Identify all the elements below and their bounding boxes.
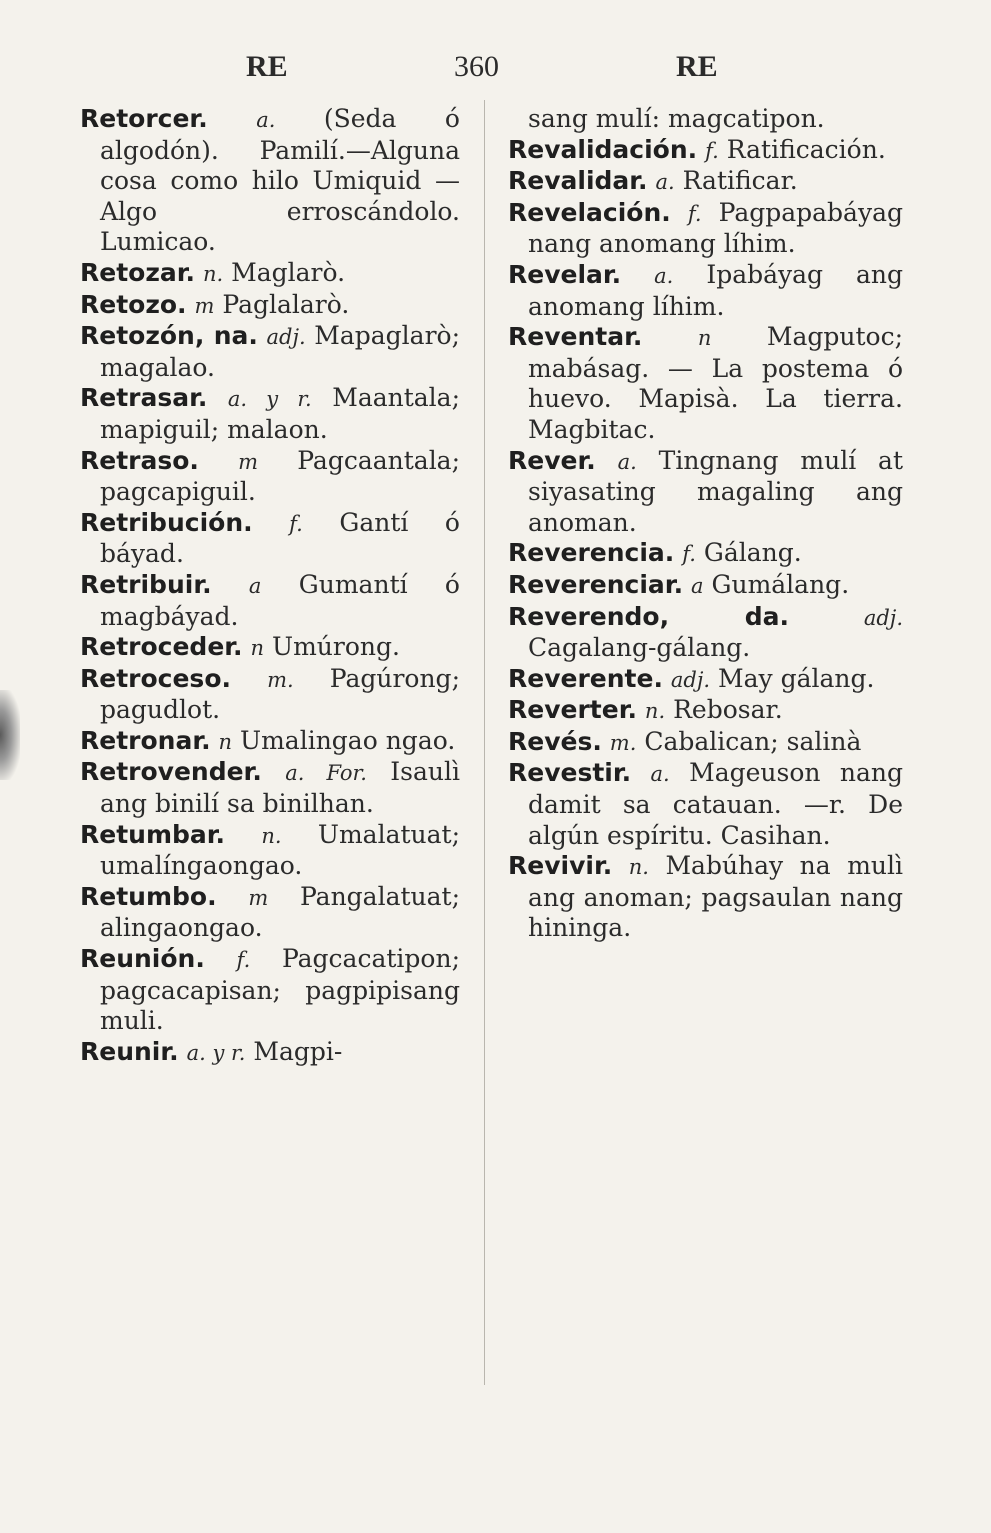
- entry-definition: Tingnang mulí at siyasating magaling ang anoman.: [528, 445, 903, 537]
- entry-grammar-tag: a.: [256, 108, 276, 132]
- dictionary-entry: [508, 758, 903, 851]
- entry-definition: May gálang.: [718, 663, 875, 693]
- entry-grammar-tag: a.: [617, 449, 637, 474]
- entry-grammar-tag: adj.: [670, 667, 711, 692]
- entry-definition: Umalatuat; umalíngaongao.: [100, 819, 461, 881]
- entry-headword: Retroceder.: [80, 632, 243, 662]
- dictionary-entry: [508, 726, 903, 759]
- entry-definition: Cagalang-gálang.: [528, 633, 751, 663]
- entry-headword: Reverter.: [508, 695, 637, 725]
- entry-grammar-tag: a. For.: [285, 761, 367, 786]
- entry-headword: Retumbo.: [80, 881, 217, 911]
- dictionary-entry: [508, 166, 903, 198]
- entry-headword: Retronar.: [80, 725, 211, 755]
- entry-grammar-tag: a.: [654, 263, 674, 288]
- entry-headword: Revelar.: [508, 259, 622, 289]
- dictionary-entry: [508, 322, 904, 445]
- entry-headword: Retumbar.: [80, 819, 226, 849]
- dictionary-entry: [508, 259, 904, 322]
- continuation-text: sang mulí: magcatipon.: [528, 104, 825, 133]
- dictionary-entry: [80, 757, 460, 819]
- entry-headword: Reverendo, da.: [508, 601, 789, 631]
- dictionary-entry: [80, 819, 461, 882]
- entry-grammar-tag: n: [250, 636, 265, 661]
- dictionary-entry: [80, 104, 460, 258]
- entry-headword: Retrasar.: [80, 383, 208, 413]
- entry-headword: Reverencia.: [508, 538, 675, 568]
- entry-grammar-tag: m: [248, 885, 269, 910]
- entry-headword: Reverente.: [508, 663, 663, 693]
- entry-headword: Revés.: [508, 726, 602, 756]
- dictionary-entry: [80, 881, 461, 944]
- entry-grammar-tag: a. y r.: [186, 1040, 246, 1065]
- entry-definition: Umúrong.: [272, 632, 400, 662]
- entry-grammar-tag: a.: [655, 170, 675, 195]
- dictionary-entry: [80, 445, 461, 508]
- entry-headword: Retozar.: [80, 257, 196, 287]
- entry-definition: Ratificación.: [726, 134, 886, 164]
- entry-grammar-tag: n.: [644, 699, 666, 724]
- entry-definition: Gumálang.: [711, 569, 850, 599]
- dictionary-entry: [508, 663, 903, 696]
- entry-definition: Pagpapabáyag nang anomang líhim.: [528, 197, 903, 259]
- entry-definition: Pagcacatipon; pagcacapisan; pagpipisang muli.: [100, 944, 460, 1036]
- entry-grammar-tag: adj.: [266, 325, 306, 350]
- dictionary-entry: [80, 632, 460, 664]
- entry-definition: Maglarò.: [231, 257, 346, 287]
- dictionary-entry: [80, 321, 460, 383]
- entry-headword: Retorcer.: [80, 104, 208, 133]
- page-edge-stain: [0, 690, 20, 780]
- entry-definition: Pangalatuat; alingaongao.: [100, 881, 461, 943]
- entry-grammar-tag: n.: [261, 823, 282, 848]
- entry-grammar-tag: adj.: [863, 605, 903, 630]
- entry-headword: Reventar.: [508, 322, 643, 352]
- entry-grammar-tag: n: [218, 729, 233, 754]
- entry-headword: Revalidación.: [508, 134, 698, 164]
- entry-definition: Cabalican; salinà: [644, 726, 862, 756]
- dictionary-entry: [80, 944, 460, 1037]
- entry-headword: Reunir.: [80, 1036, 179, 1066]
- entry-grammar-tag: a. y r.: [227, 387, 312, 412]
- entry-grammar-tag: m.: [609, 730, 637, 755]
- entry-definition: Pagcaantala; pagcapiguil.: [100, 445, 461, 507]
- dictionary-entry: [80, 289, 460, 322]
- entry-definition: (Seda ó algodón). Pamilí.—Alguna cosa como hilo Umiquid —Algo erroscándolo. Lumicao.: [100, 104, 460, 257]
- entry-definition: Ipabáyag ang anomang líhim.: [528, 259, 904, 321]
- entry-definition: Rebosar.: [673, 695, 783, 725]
- dictionary-entry: [508, 851, 903, 944]
- dictionary-entry: [80, 725, 460, 758]
- entry-definition: Gálang.: [703, 538, 802, 568]
- dictionary-entry: [80, 507, 460, 570]
- right-column: [508, 104, 903, 944]
- entry-headword: Revalidar.: [508, 166, 648, 196]
- dictionary-entry: [80, 383, 461, 445]
- dictionary-entry: [508, 569, 903, 602]
- entry-grammar-tag: m: [194, 293, 215, 318]
- entry-grammar-tag: f.: [682, 542, 696, 567]
- entry-grammar-tag: a: [248, 573, 262, 598]
- dictionary-entry: [508, 538, 903, 570]
- header-right-guide-word: RE: [676, 50, 718, 83]
- dictionary-entry: [508, 134, 903, 167]
- entry-definition: Maantala; mapiguil; malaon.: [100, 383, 461, 444]
- entry-grammar-tag: a: [691, 573, 704, 598]
- entry-headword: Retozón, na.: [80, 321, 258, 351]
- dictionary-entry: [80, 663, 460, 726]
- entry-definition: Magputoc; mabásag. — La postema ó huevo. Mapisà. La tierra. Magbitac.: [528, 322, 904, 444]
- header-left-guide-word: RE: [246, 50, 288, 83]
- entry-grammar-tag: n: [697, 326, 712, 351]
- entry-headword: Retrovender.: [80, 757, 262, 787]
- entry-grammar-tag: n.: [202, 261, 224, 286]
- entry-headword: Rever.: [508, 445, 596, 475]
- entry-definition: Ratificar.: [682, 166, 798, 196]
- entry-definition: Magpi-: [253, 1036, 343, 1066]
- entry-definition: Mapaglarò; magalao.: [100, 321, 460, 382]
- dictionary-entry: [508, 445, 903, 539]
- entry-headword: Retraso.: [80, 445, 199, 475]
- entry-grammar-tag: n.: [628, 855, 649, 880]
- entry-headword: Revestir.: [508, 758, 632, 788]
- entry-definition: Gumantí ó magbáyad.: [100, 569, 460, 631]
- entry-definition: Umalingao ngao.: [240, 725, 456, 755]
- entry-definition: Paglalarò.: [222, 289, 350, 319]
- entry-grammar-tag: f.: [705, 138, 719, 163]
- entry-definition: Mageuson nang damit sa catauan. —r. De algún espíritu. Casihan.: [528, 758, 903, 850]
- entry-definition: Isaulì ang binilí sa binilhan.: [100, 757, 460, 819]
- page-header: [0, 50, 991, 100]
- dictionary-entry: [80, 257, 460, 290]
- entry-grammar-tag: m: [238, 449, 259, 474]
- dictionary-entry: [80, 1036, 460, 1069]
- left-column: [80, 104, 460, 1068]
- dictionary-entry: [80, 569, 460, 632]
- entry-headword: Revivir.: [508, 851, 613, 881]
- entry-headword: Retozo.: [80, 289, 187, 319]
- dictionary-entry: [508, 601, 903, 664]
- entry-grammar-tag: f.: [236, 948, 251, 973]
- entry-definition: Pagúrong; pagudlot.: [100, 663, 460, 725]
- entry-definition: Mabúhay na mulì ang anoman; pagsaulan nang hininga.: [528, 851, 903, 943]
- entry-grammar-tag: f.: [687, 201, 702, 226]
- entry-headword: Retribución.: [80, 507, 253, 537]
- entry-definition: Gantí ó báyad.: [100, 507, 460, 569]
- dictionary-entry: [508, 197, 903, 260]
- dictionary-entry: [508, 695, 903, 727]
- entry-grammar-tag: f.: [289, 511, 303, 536]
- entry-headword: Reunión.: [80, 944, 205, 974]
- entry-headword: Retroceso.: [80, 663, 231, 693]
- column-divider: [484, 100, 485, 1385]
- entry-headword: Retribuir.: [80, 569, 212, 599]
- entry-grammar-tag: m.: [267, 667, 294, 692]
- page-number: 360: [454, 50, 499, 83]
- entry-grammar-tag: a.: [650, 762, 670, 787]
- entry-headword: Reverenciar.: [508, 569, 684, 599]
- entry-headword: Revelación.: [508, 197, 671, 227]
